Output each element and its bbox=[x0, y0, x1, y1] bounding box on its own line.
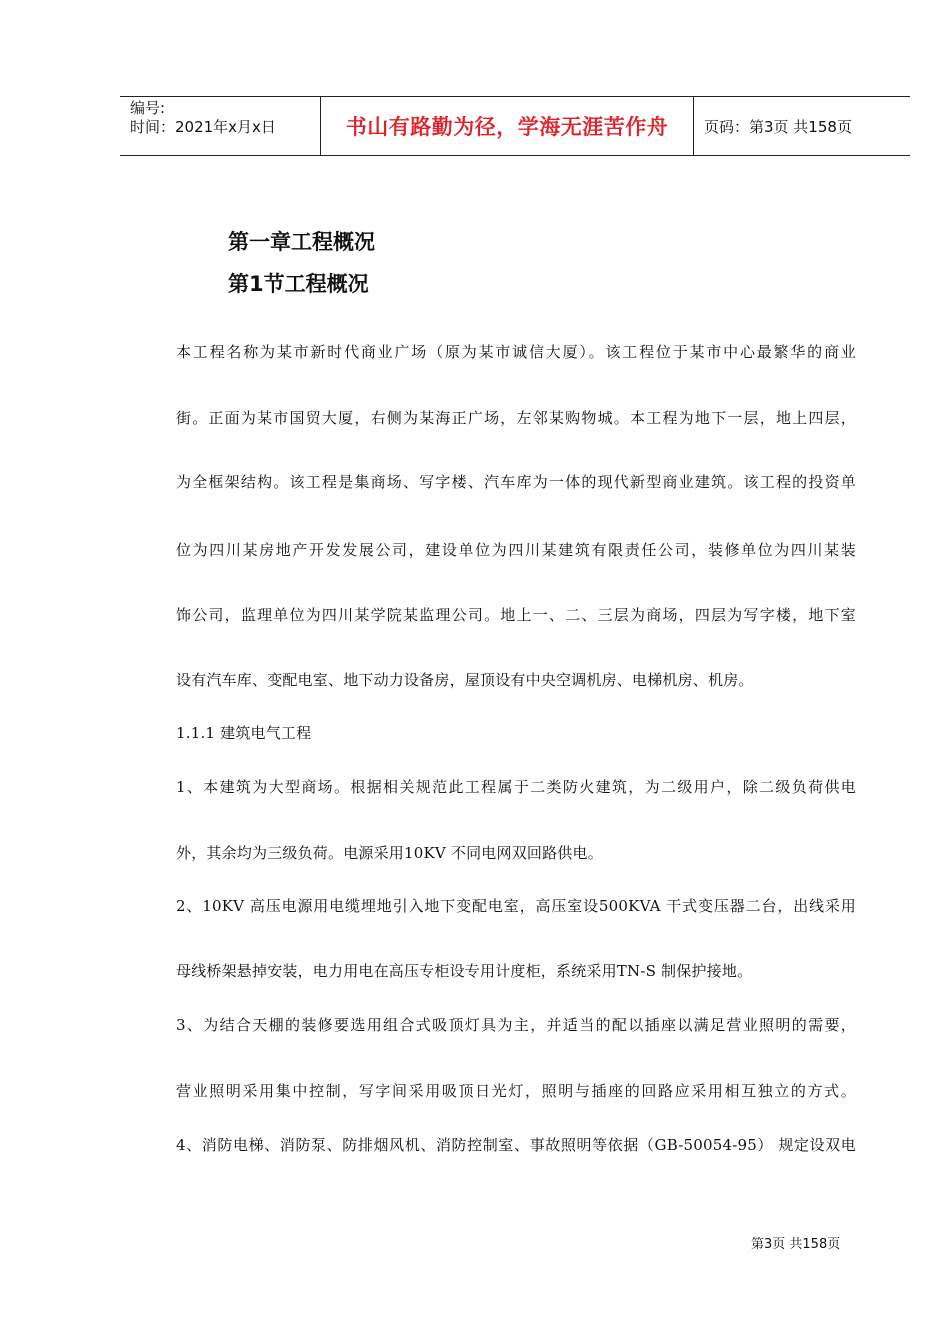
body-line: 街。正面为某市国贸大厦，右侧为某海正广场，左邻某购物城。本工程为地下一层，地上四层， bbox=[176, 409, 856, 427]
page-header bbox=[120, 96, 910, 156]
body-line: 营业照明采用集中控制，写字间采用吸顶日光灯，照明与插座的回路应采用相互独立的方式。 bbox=[176, 1082, 856, 1100]
body-line: 为全框架结构。该工程是集商场、写字楼、汽车库为一体的现代新型商业建筑。该工程的投资单 bbox=[176, 473, 856, 491]
body-line: 母线桥架悬掉安装，电力用电在高压专柜设专用计度柜，系统采用TN-S 制保护接地。 bbox=[176, 962, 753, 980]
body-line: 饰公司，监理单位为四川某学院某监理公司。地上一、二、三层为商场，四层为写字楼，地下室 bbox=[176, 606, 856, 624]
body-line: 外，其余均为三级负荷。电源采用10KV 不同电网双回路供电。 bbox=[176, 844, 603, 862]
body-line: 设有汽车库、变配电室、地下动力设备房，屋顶设有中央空调机房、电梯机房、机房。 bbox=[176, 671, 754, 689]
body-line: 本工程名称为某市新时代商业广场（原为某市诚信大厦）。该工程位于某市中心最繁华的商业 bbox=[176, 343, 856, 361]
page-footer: 第3页 共158页 bbox=[751, 1237, 841, 1252]
document-time: 时间：2021年x月x日 bbox=[130, 118, 276, 136]
section-title: 第1节工程概况 bbox=[228, 272, 369, 296]
body-line: 2、10KV 高压电源用电缆埋地引入地下变配电室，高压室设500KVA 干式变压器二台，出线采用 bbox=[176, 897, 856, 915]
header-motto: 书山有路勤为径，学海无涯苦作舟 bbox=[321, 97, 694, 155]
header-meta-cell bbox=[120, 97, 321, 155]
body-line: 1、本建筑为大型商场。根据相关规范此工程属于二类防火建筑，为二级用户，除二级负荷供电 bbox=[176, 778, 856, 796]
body-line: 3、为结合天棚的装修要选用组合式吸顶灯具为主，并适当的配以插座以满足营业照明的需要， bbox=[176, 1016, 856, 1034]
subsection-heading: 1.1.1 建筑电气工程 bbox=[176, 724, 312, 742]
body-line: 4、消防电梯、消防泵、防排烟风机、消防控制室、事故照明等依据（GB-50054-95） 规定设双电 bbox=[176, 1136, 856, 1154]
chapter-title: 第一章工程概况 bbox=[228, 230, 375, 254]
document-number-label: 编号: bbox=[130, 99, 166, 117]
header-page-info: 页码：第3页 共158页 bbox=[704, 117, 852, 136]
body-line: 位为四川某房地产开发发展公司，建设单位为四川某建筑有限责任公司，装修单位为四川某装 bbox=[176, 541, 856, 559]
